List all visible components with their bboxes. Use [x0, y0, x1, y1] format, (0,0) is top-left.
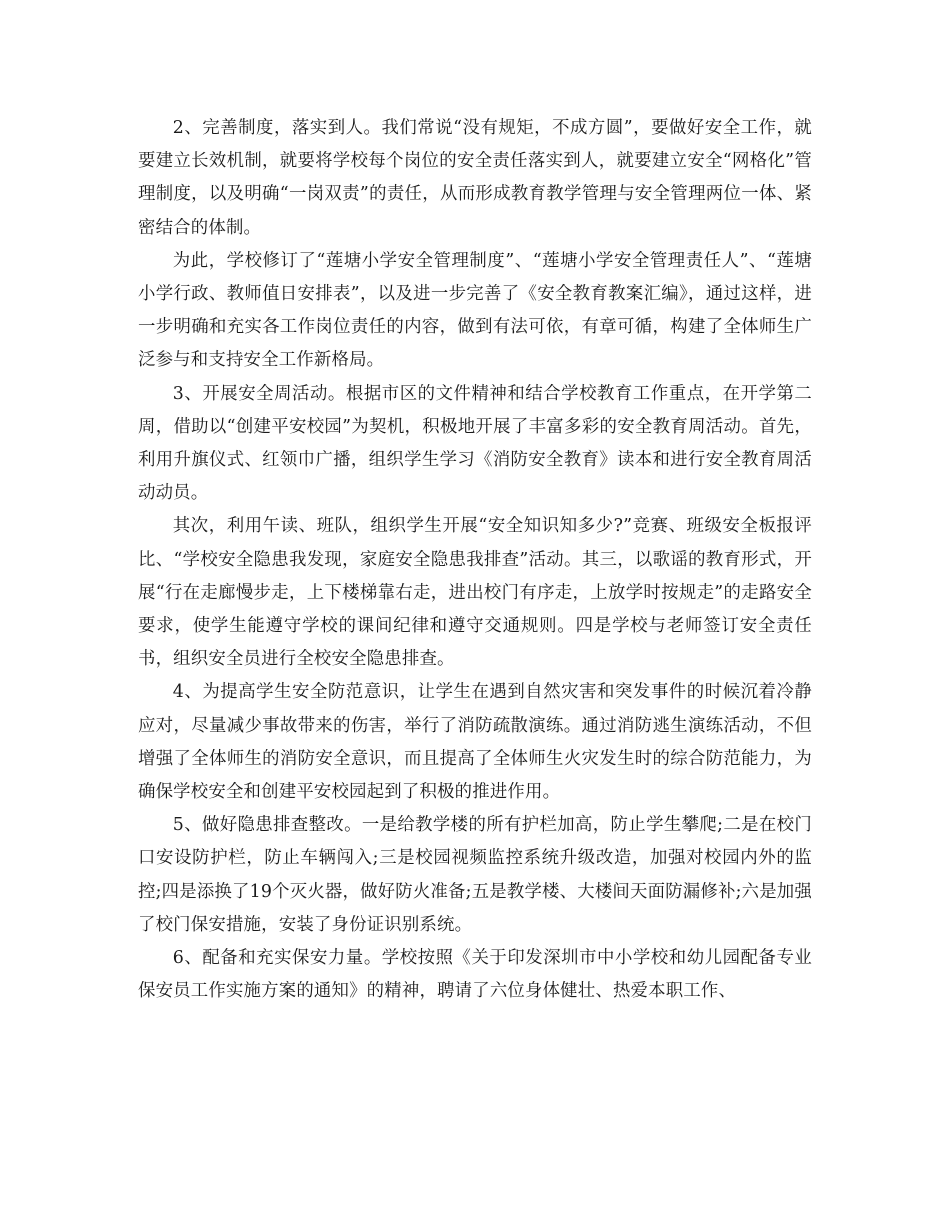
paragraph-safety-activities: 其次，利用午读、班队，组织学生开展“安全知识知多少?”竞赛、班级安全板报评比、“学校安全隐患我发现，家庭安全隐患我排查”活动。其三，以歌谣的教育形式，开展“行在走廊慢步走，上下楼梯靠右走，进出校门有序走，上放学时按规走”的走路安全要求，使学生能遵守学校的课间纪律和遵守交通规则。四是学校与老师签订安全责任书，组织安全员进行全校安全隐患排查。	[138, 516, 812, 670]
paragraph-fire-drill: 4、为提高学生安全防范意识，让学生在遇到自然灾害和突发事件的时候沉着冷静应对，尽量减少事故带来的伤害，举行了消防疏散演练。通过消防逃生演练活动，不但增强了全体师生的消防安全意识，而且提高了全体师生火灾发生时的综合防范能力，为确保学校安全和创建平安校园起到了积极的推进作用。	[138, 682, 812, 803]
paragraph-hazard-rectification: 5、做好隐患排查整改。一是给教学楼的所有护栏加高，防止学生攀爬;二是在校门口安设防护栏，防止车辆闯入;三是校园视频监控系统升级改造，加强对校园内外的监控;四是添换了19个灭火器，做好防火准备;五是教学楼、大楼间天面防漏修补;六是加强了校门保安措施，安装了身份证识别系统。	[138, 815, 812, 935]
document-body	[138, 112, 812, 1008]
paragraph-safety-week: 3、开展安全周活动。根据市区的文件精神和结合学校教育工作重点，在开学第二周，借助以“创建平安校园”为契机，积极地开展了丰富多彩的安全教育周活动。首先，利用升旗仪式、红领巾广播，组织学生学习《消防安全教育》读本和进行安全教育周活动动员。	[138, 383, 812, 504]
paragraph-revised-rules: 为此，学校修订了“莲塘小学安全管理制度”、“莲塘小学安全管理责任人”、“莲塘小学行政、教师值日安排表”，以及进一步完善了《安全教育教案汇编》，通过这样，进一步明确和充实各工作岗位责任的内容，做到有法可依，有章可循，构建了全体师生广泛参与和支持安全工作新格局。	[138, 250, 812, 371]
paragraph-security-staff: 6、配备和充实保安力量。学校按照《关于印发深圳市中小学校和幼儿园配备专业保安员工作实施方案的通知》的精神，聘请了六位身体健壮、热爱本职工作、	[138, 948, 812, 1002]
paragraph-improve-system: 2、完善制度，落实到人。我们常说“没有规矩，不成方圆”，要做好安全工作，就要建立长效机制，就要将学校每个岗位的安全责任落实到人，就要建立安全“网格化”管理制度，以及明确“一岗双责”的责任，从而形成教育教学管理与安全管理两位一体、紧密结合的体制。	[138, 118, 812, 238]
